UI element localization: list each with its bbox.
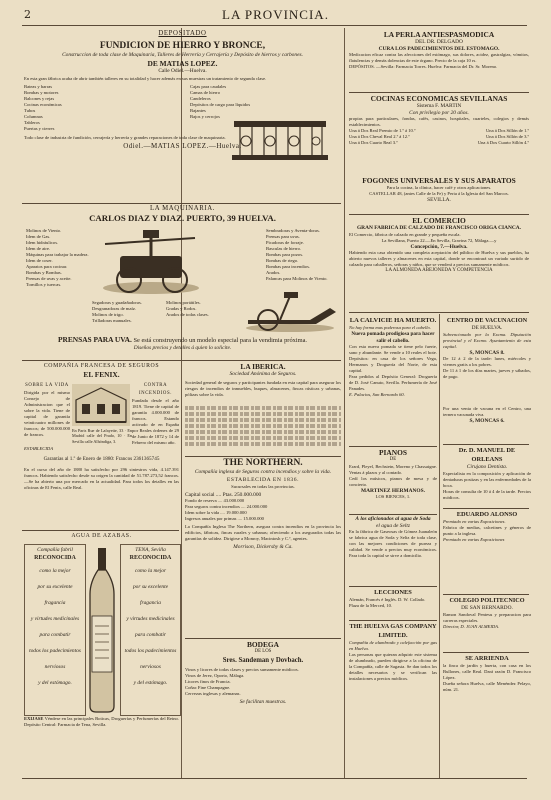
pianos-body-2: Cedí los músicos, pianos de mesa y de concierto. [349,475,437,487]
agua-line: nerviosos [44,663,66,670]
page-number: 2 [24,8,31,21]
northern-reserve: Para seguros contra incendios .... 24.000.000 [185,504,268,510]
bodega-title: BODEGA [246,640,280,649]
fenix-label: COMPAÑIA FRANCESA DE SEGUROS [43,363,160,369]
machine-item: Desgranadoras de maíz. [92,306,137,311]
pianos-body: Erard, Pleyel, Bechstein, Moreno y Chassaigne. Ventas á plazos y al contado. [349,463,437,475]
column-divider-2 [344,28,345,778]
section-rule [185,456,341,457]
machine-item: Prensas para uvas. [266,234,300,239]
machine-item: Arados. [266,270,281,275]
iberica-body: Sociedad general de seguros y participantes fundada en esta capital para asegurar los riesgos de incendios de inmuebles, buques, almacenes, fincas rústicas y urbanas, pólizas sobre la vida. [185,379,341,397]
pianos-signature: MARTINEZ HERMANOS. [361,487,425,494]
tena-line: por su excelente [132,583,169,590]
fundicion-item: Tableros [24,120,40,126]
masthead-title: LA PROVINCIA. [222,7,329,22]
agua-line: y del estómago. [38,679,72,686]
fundicion-item: Puertas y cierres [24,126,55,132]
machine-item: Idem de aire. [26,246,51,251]
agua-recognized: RECONOCIDA [34,554,76,561]
fundicion-signature: Odiel.—MATIAS LOPEZ.—Huelva. [123,142,242,151]
fundicion-body: En esta gran fábrica acaba de abrir también talleres en su totalidad y hacer además en sus muestras un tratamiento de segunda clase. [24,76,267,82]
machine-item: Idem de coser. [26,258,53,263]
vacunacion-hours: De 12 á 2 de la tarde: lunes, miércoles y viernes gratis a los pobres. [443,356,531,368]
fenix-building-engraving [72,384,130,426]
prensas-foot: Diseños precios y detalles á quien lo solicite. [133,344,232,351]
agua-line: como la mejor [39,567,71,574]
vacunacion-ad [443,316,531,404]
soda-subtitle: el agua de Seltz [376,522,410,529]
tena-line: y virtudes medicinales [126,615,175,622]
bodega-subtitle: DE LOS [254,649,272,654]
colegio-subtitle: DE SAN BERNARDO. [461,605,513,611]
machine-item: Aparatos para cocinar. [26,264,68,269]
machine-item: Trilladoras manuales. [92,318,132,323]
maquinaria-label: LA MAQUINARIA. [149,205,216,212]
fundicion-item: Camas de hierro [190,90,221,96]
comercio-title: EL COMERCIO [412,216,466,225]
fundicion-list-left [24,84,184,132]
masthead-rule [22,25,527,26]
arriendo-foot: Dueña señora Huelva, calle Menéndez Pelayo, núm. 21. [443,681,531,692]
agua-line: fragancia [44,599,66,606]
balcony-engraving [230,115,330,163]
machines-left-list [26,228,90,348]
agua-foot-wrap [24,716,179,746]
perla-body: Medicacion eficaz contra las afecciones del estómago, sus dolores, acidez, gastralgias, vómitos, flatulencias y demás dolencias de este órgano. Precio de la caja 10 rs. [349,52,529,64]
machine-item: Basculas de hierro. [266,246,302,251]
cocinas-ad [349,94,529,174]
cocinas-privilege: Con privilegio por 20 años. [409,109,469,116]
fundicion-owner: DE MATIAS LOPEZ. [147,58,218,68]
machine-item: Bombas para incendios. [266,264,311,269]
calvicie-signature: E. Palacios, San Bernardo 60. [349,392,405,398]
comercio-huelva-body: Habiendo esta casa obtenido una completa aceptación del público de Huelva y sus pueblos, ha abierto nuevos talleres y almacenes en esta capital, donde se encontrará un variado surtido de calzado para caballeros, señoras y niños, que se venderá a precios sumamente módicos. [349,250,529,268]
machine-item: Palancas para Molinos de Viento. [266,276,328,281]
prensas-block [24,335,341,357]
bodega-item: Coñac Fine Champagne. [185,684,231,690]
northern-agents: Morrison, Dickersby & Ca. [233,544,293,551]
agua-foot-prefix: EXIJASE [24,716,44,721]
fundicion-item: Bombas y motores [24,90,59,96]
northern-title: THE NORTHERN. [223,458,303,468]
gas-company-ad [349,622,437,778]
machine-item: Sembradoras y Aventa-doras. [266,228,320,233]
bodega-text: Vinos y licores de todas clases y precios sumamente módicos. [185,666,299,672]
eduardo-title: EDUARDO ALONSO [456,511,518,518]
machine-item: Bombas y Bombas. [26,270,62,275]
bottom-rule [22,778,527,779]
fundicion-item: Columnas [24,114,43,120]
fundicion-item: Cocinas económicas [24,102,62,108]
fogones-address: CASTELLAR 48, (antes Calle de la Fe) y Peria á la Iglesia del San Marcos. [369,191,509,196]
prensas-text: Se está construyendo un modelo especial para la vendimia próxima. [133,337,308,344]
vacunacion-address-2: S, MONCAS 6. [469,418,505,424]
northern-reserve: Idem sobre la vida .... 19.000.000 [185,510,247,516]
tena-line: y del estómago. [133,679,168,686]
fogones-title: FOGONES UNIVERSALES Y SUS APARATOS [362,176,516,185]
bodega-item: Licores finos de Francia. [185,678,231,684]
northern-reserve: Fondo de reserva .... 43.000.000 [185,498,245,504]
machine-item: Bombas para pozos. [266,252,304,257]
vacunacion-address: S, MONCAS 8. [469,349,505,356]
dentist-hours: Horas de consulta de 10 á 4 de la tarde. Precios módicos. [443,488,531,500]
tena-line: todos los padecimientos [124,647,177,654]
machine-item: Molinos de trigo. [92,312,124,317]
machine-item: Idem hidráulicos. [26,240,59,245]
soda-ad [349,516,437,584]
calvicie-ad [349,316,437,444]
section-rule [22,360,341,361]
fenix-title: EL FENIX. [83,370,120,379]
lecciones-address: Plaza de la Merced, 10. [349,603,393,608]
agua-line: por su excelente [37,583,73,590]
fenix-life-caption: SOBRE LA VIDA [25,383,69,388]
fenix-guarantee-wrap [24,456,179,466]
section-rule [443,508,529,509]
iberica-ad [185,362,341,454]
column-divider-1b [181,378,182,778]
agua-foot: Véndese en las principales Boticas, Droguerías y Perfumerías del Reino. Depósito Central: Farmacia de Tena, Sevilla. [24,716,179,727]
column-divider-3 [439,314,440,778]
pianos-subtitle: DE [389,457,397,462]
bodega-name: Sres. Sandeman y Dovbach. [222,656,304,664]
fenix-guarantee: Garantías al 1.º de Enero de 1880: Francos 2361365745 [43,456,160,462]
vacunacion-body: Subvencionado por la Excma. Diputación provincial y el Excmo. Ayuntamiento de esta capital. [443,331,531,349]
bodega-foot: Se facilitan muestras. [239,698,287,705]
tena-line: como la mejor [134,567,167,574]
tena-line: fragancia [140,599,161,606]
windmill-pump-engraving [95,228,207,298]
almoneda-title: LA ALMONEDA ABEJONEDA Y COMPETENCIA [385,268,493,274]
eduardo-subtitle: Premiado en varias Exposiciones. [443,519,506,524]
lecciones-ad [349,588,437,618]
machine-item: Bombas de riego. [266,258,299,263]
colegio-title: COLEGIO POLITECNICO [449,597,525,604]
cocinas-price: Una á Dos Sillón de 3.º [485,134,529,140]
soda-title: Á los aficionados al agua de Soda [355,516,431,522]
pianos-ad [349,448,437,512]
bodega-item: Cervezas inglesas y alemanas. [185,690,241,696]
fenix-established: ESTABLECIDA [24,446,54,451]
section-rule [349,620,437,621]
northern-subtitle: Compañía inglesa de Seguros contra incendios y sobre la vida. [194,469,332,475]
section-rule [443,594,529,595]
dentist-subtitle: Cirujano Dentista. [466,464,508,470]
fundicion-item: Tubos [24,108,36,114]
bodega-ad [185,640,341,780]
fenix-address-wrap [72,428,132,450]
fenix-header [24,362,179,380]
fenix-body: En el curso del año de 1880 ha satisfecho por 296 siniestros vida, 4.147.391 francos. Habiendo satisfecho desde su origen la cantidad de 51.787.273,52 francos.—Se ha abierto una por mercado en la actualidad. Para todos los detalles en las oficinas de El Fenix, calle Real. [24,467,179,490]
section-rule [185,638,341,639]
machine-item: Molinos portátiles. [166,300,201,305]
fogones-ad [349,176,529,212]
tena-recognized: RECONOCIDA [129,554,172,561]
tena-line: para combatir [135,631,166,638]
gas-company-subtitle: Compañía de alumbrado y calefacción por gas en Huelva. [349,640,437,651]
northern-ad [185,458,341,636]
vacunacion-hours-2: De 11 á 1 de los días martes, jueves y sábados, de pago. [443,368,531,380]
machine-item: Gradas y Rodos. [166,306,197,311]
dentist-title: Dr. D. MANUEL DE ORLEANS [458,447,516,463]
fundicion-title: FUNDICION DE HIERRO Y BRONCE, [99,41,266,51]
cocinas-price: Una á Dos Sillón de 1.º [485,128,529,134]
fundicion-item: Candeleros [190,96,211,102]
section-rule [349,514,437,515]
fenix-address: En Paris Rue de Lafayette, 33 · En Madrid calle del Prado, 10 · En Sevilla calle Alhóndiga, 3. [72,428,132,444]
pianos-title: PIANOS [379,448,407,457]
dentist-body: Especialista en la composición y aplicación de dentaduras postizas y en las enfermedades de la boca. [443,470,531,488]
calvicie-head: Nueva pomada prodigiosa para hacer salir el cabello. [351,331,435,344]
machine-item: Prensas de uvas y aceite. [26,276,72,281]
vacunacion-note: Por una venta de vacuna en el Centro, una ternera vacunada viva. [443,406,531,417]
section-rule [443,444,529,445]
calvicie-title: LA CALVICIE HA MUERTO. [349,317,437,324]
comercio-subtitle: GRAN FABRICA DE CALZADO DE FRANCISCO ORIGA CIANCA. [356,225,522,231]
cocinas-body: propias para particulares, fondas, cafés, casinos, hospitales, cuarteles, colegios y demás establecimientos. [349,116,529,128]
section-rule [349,586,437,587]
fenix-body-wrap [24,467,179,527]
prensas-title: PRENSAS PARA UVA. [57,335,132,344]
eduardo-body-2: Premiado en varias Exposiciones [443,537,505,542]
calvicie-body: Con esta nueva pomada se tiene pelo fuerte, sano y abundante. Se vende a 10 reales el bote. Depósitos: en casa de los señores Vega, Hermanos y Droguería del Norte, de esta capital. [349,344,437,374]
cocinas-price: Una á Dos Cuarto Sillón 4.º [477,140,529,146]
machine-item: Tornillos y tuercas. [26,282,62,287]
iberica-subtitle: Sociedad Anónima de Seguros. [229,371,297,377]
soda-body: En la fábrica de Gaseosas de Gómez Juanaleón se fabrica agua de Soda y Seltz de toda clase, con las mejores condiciones de pureza y calidad. Se vende a precios muy económicos. Para toda la capital se sirve a domicilio. [349,529,437,559]
agua-company: Compañía fabril [37,547,73,553]
perla-title: LA PERLA ANTIESPASMODICA [383,30,495,39]
colegio-director: Director, D. JUAN ALMEIDA. [443,623,500,629]
fogones-subtitle: Para la cocina, la clínica, hacer café y otros aplicaciones. [386,185,492,190]
fundicion-item: Bateas y barras [24,84,53,90]
tena-right-box [120,544,181,716]
perla-ad [349,30,529,90]
northern-capital: Capital social .... Ptas. 250.000.000 [185,491,262,498]
agua-line: todos los padecimientos [29,647,81,654]
agua-line: y virtudes medicinales [30,615,80,622]
section-rule [22,530,179,531]
arriendo-body: la finca de jardín y huerta, con casa en los Bullones, calle Real. Dará razón D. Francisco López. [443,663,531,680]
perla-head: CURA LOS PADECIMIENTOS DEL ESTOMAGO. [378,45,500,52]
perla-subtitle: DEL DR. DELGADO [415,39,463,45]
eduardo-body: Fabrica de medias, calcetines y géneros de punto a la inglesa. [443,525,531,536]
cocinas-price: Una á Dos Cheval Real 2.º á 12.º [349,134,410,140]
agua-left-box [24,544,86,716]
fenix-fire-body: Fundada desde el año 1819. Tiene de capital de garantía 4.000.000 de francos. Estando activado de en España por Reales órdenes de 29 de Junio de 1872 y 14 de Febrero del mismo año. [132,398,179,445]
water-bottle-engraving [86,546,118,714]
fundicion-item: Balcones y rejas [24,96,55,102]
arriendo-ad [443,654,531,744]
fogones-city: SEVILLA. [427,197,451,203]
carlos-title: CARLOS DIAZ Y DIAZ. PUERTO, 39 HUELVA. [89,213,276,223]
fenix-fire-column [132,382,179,454]
comercio-address: La Sevillana, Puerto 22.—En Sevilla, Gravina 72, Málaga.—y [381,237,497,243]
fundicion-item: Bajantes [190,108,206,114]
fundicion-item: Cajas para caudales [190,84,227,90]
machine-item: Idem de Gas. [26,234,51,239]
section-rule [349,92,529,93]
arriendo-title: SE ARRIENDA [465,655,509,662]
fenix-fire-caption: CONTRA INCENDIOS. [138,383,173,396]
section-rule [349,214,529,215]
carlos-title-wrap [24,213,341,225]
northern-agent: Sucursales en todas las provincias. [231,483,295,489]
iberica-title: LA IBERICA. [240,362,286,371]
cocinas-price: Una á Dos Real Premio de 1.º á 10.º [349,128,416,134]
tena-title: TENA, Sevilla [135,547,166,553]
agua-title-wrap [24,532,179,542]
dentist-ad [443,446,531,506]
calvicie-address: Para pedidos al Depósito General: Droguería de D. José Canuto, Sevilla. Perfumería de José Panades. [349,374,437,392]
comercio-body: El Comercio, fábrica de calzado en grande y pequeña escala. [349,231,461,237]
northern-reserve: Ingresos anuales por primas .... 15.000.000 [185,516,264,522]
agua-title: AGUA DE AZABAS. [71,533,132,539]
reaper-engraving [240,290,340,334]
gas-company-body: Las personas que quieran adquirir este sistema de alumbrado, pueden dirigirse a la oficina de la Compañía, calle de Sagasta. Se dan todos los detalles necesarios y se verifican las instalaciones a precios módicos. [349,652,437,681]
comercio-ad [349,216,529,310]
tena-line: nerviosos [140,663,161,670]
vacunacion-foot [443,406,531,442]
section-rule [22,203,341,204]
cocinas-price: Una á Dos Cuarto Real 3.º [349,140,398,146]
machine-item: Segadoras y guadañadoras. [92,300,142,305]
perla-deposits: DEPÓSITOS. —Sevilla: Farmacia Torres. Huelva: Farmacia del Dr. Sr. Moreno. [349,64,498,70]
cocinas-subtitle: Sistema F. MARTIN [416,103,462,109]
machines-mid-list [92,300,162,330]
calvicie-subtitle: No hay forma mas poderosa para el cabello. [349,325,432,330]
machines-mid-list-2 [166,300,236,330]
northern-established: ESTABLECIDA EN 1836. [226,476,300,483]
vacunacion-title: CENTRO DE VACUNACION [446,317,528,324]
machine-item: Molinos de Viento. [26,228,62,233]
machine-item: Máquinas para trabajar la madera. [26,252,89,257]
ornamental-label: DEPOSITADO [158,30,207,37]
fundicion-item: Depósitos de cargo para líquidos [190,102,251,108]
section-rule [349,446,437,447]
vacunacion-subtitle: DE HUELVA. [471,325,503,331]
fundicion-subtitle: Construccion de toda clase de Maquinaria, Talleres de Herrería y Cerrajería y Depósito de hierros y carbones. [62,52,303,58]
eduardo-ad [443,510,531,592]
pianos-address: LOS BIENCES, 1. [375,494,411,500]
fundicion-address: Calle Odiel.—Huelva. [158,67,207,74]
machine-item: Picadoras de forraje. [266,240,304,245]
fundicion-item: Bajos y cerrojos [190,114,220,120]
colegio-ad [443,596,531,650]
agua-line: para combatir [39,631,71,638]
cocinas-title: COCINAS ECONOMICAS SEVILLANAS [370,94,508,103]
comercio-huelva: Concepción, 7.—Huelva. [410,243,468,250]
bodega-item: Vinos de Jerez, Oporto, Málaga. [185,672,245,678]
fundicion-foot: Todo clase de industria de fundición, cerrajería y herrería y grandes reparaciones de toda clase de maquinaria. [24,135,226,141]
fenix-life-column [24,382,70,452]
fenix-life-body: Dirigida por el mismo Consejo de Administracion que el sobre la vida. Tiene de capital de garantía veinticuatro millones de francos; de 500.000.000 de francos. [24,390,70,437]
northern-body: La Compañía Inglesa The Northern, asegura contra incendios en la provincia los edificios, fábricas, fincas rurales y urbanas; ofreciendo a los asegurados todas las garantías de solidez. Dirigirse a Monroy, Macintosh y C.ª, agentes. [185,524,341,542]
section-rule [349,312,529,313]
machine-item: Arados de todas clases. [166,312,209,317]
lecciones-subtitle: Alemán, Francés é Inglés. D. W. Collado. [349,597,426,602]
lecciones-title: LECCIONES [374,589,412,596]
colegio-body: Ramon Sandoval Pentesu y preparacion para carreras especiales. [443,611,531,623]
gas-company-title: THE HUELVA GAS COMPANY LIMITED. [349,623,437,639]
section-rule [443,652,529,653]
